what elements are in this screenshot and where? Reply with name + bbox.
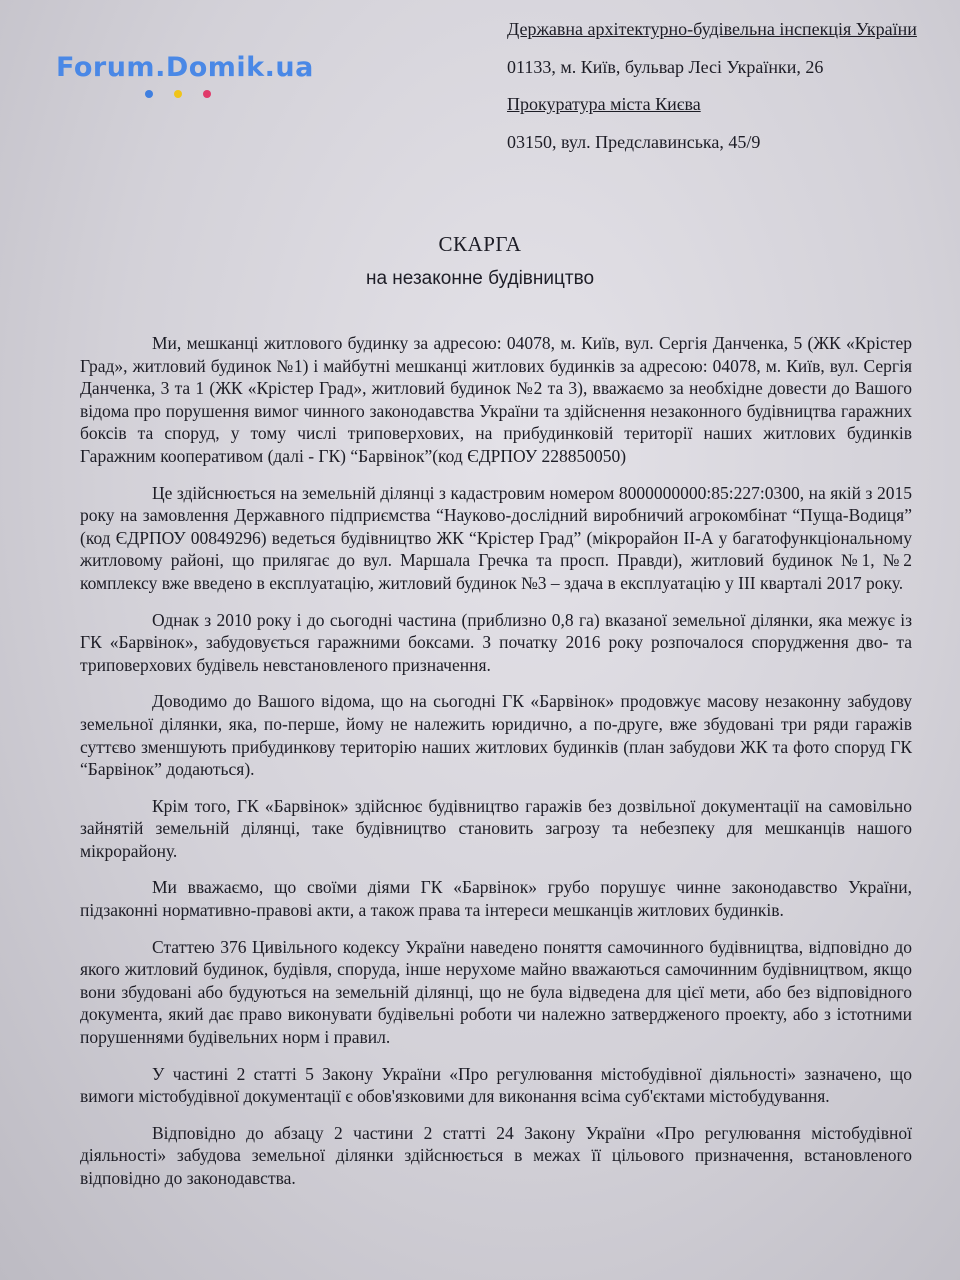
addressee-org-inspection: Державна архітектурно-будівельна інспекція України: [507, 19, 917, 39]
document-body: [80, 332, 912, 1202]
watermark-dot-blue: [145, 90, 153, 98]
watermark-dot-yellow: [174, 90, 182, 98]
paragraph-8: У частині 2 статті 5 Закону України «Про регулювання містобудівної діяльності» зазначено, що вимоги містобудівної документації є обов'язковими для виконання всіма суб'єктами містобудування.: [80, 1063, 912, 1107]
document-title: СКАРГА: [438, 232, 522, 256]
paragraph-6: Ми вважаємо, що своїми діями ГК «Барвінок» грубо порушує чинне законодавство України, підзаконні нормативно-правові акти, а також права та інтереси мешканців житлових будинків.: [80, 877, 912, 921]
addressee-address-prosecutor: 03150, вул. Предславинська, 45/9: [507, 132, 761, 152]
paragraph-9: Відповідно до абзацу 2 частини 2 статті 24 Закону України «Про регулювання містобудівної діяльності» забудова земельної ділянки здійснюється в межах її цільового призначення, встановленого відповідно до законодавства.: [80, 1122, 912, 1188]
addressee-org-prosecutor: Прокуратура міста Києва: [507, 94, 701, 114]
paragraph-2: Це здійснюється на земельній ділянці з кадастровим номером 8000000000:85:227:0300, на якій з 2015 року на замовлення Державного підприємства “Науково-дослідний виробничий агрокомбінат “Пуща-Водиця” (код ЄДРПОУ 00849296) ведеться будівництво ЖК “Крістер Град” (мікрорайон ІІ-А у багатофункціональному житловому районі, що прилягає до вул. Маршала Гречка та просп. Правди), житловий будинок №1, №2 комплексу вже введено в експлуатацію, житловий будинок №3 – здача в експлуатацію у ІІІ кварталі 2017 року.: [80, 482, 912, 593]
watermark-dots: [145, 90, 211, 98]
watermark-dot-pink: [203, 90, 211, 98]
paragraph-1: Ми, мешканці житлового будинку за адресою: 04078, м. Київ, вул. Сергія Данченка, 5 (ЖК «Крістер Град», житловий будинок №1) і майбутні мешканці житлових будинків за адресою: 04078, м. Київ, вул. Сергія Данченка, 3 та 1 (ЖК «Крістер Град», житловий будинок №2 та 3), вважаємо за необхідне довести до Вашого відома про порушення вимог чинного законодавства України та здійснення незаконного будівництва гаражних боксів та споруд, у тому числі триповерхових, на прибудинковій території наших житлових будинків Гаражним кооперативом (далі - ГК) “Барвінок”(код ЄДРПОУ 228850050): [80, 333, 912, 466]
watermark-logo: Forum.Domik.ua: [56, 52, 314, 83]
addressee-block: [507, 20, 927, 152]
paragraph-7: Статтею 376 Цивільного кодексу України наведено поняття самочинного будівництва, відповідно до якого житловий будинок, будівля, споруда, інше нерухоме майно вважаються самочинним будівництвом, якщо вони збудовані або будуються на земельній ділянці, що не була відведена для цієї мети, або без відповідного документа, який дає право виконувати будівельні роботи чи належно затвердженого проекту, або з істотними порушеннями будівельних норм і правил.: [80, 936, 912, 1048]
document-subtitle: на незаконне будівництво: [365, 268, 595, 289]
paragraph-4: Доводимо до Вашого відома, що на сьогодні ГК «Барвінок» продовжує масову незаконну забудову земельної ділянки, яка, по-перше, йому не належить юридично, а по-друге, вже збудовані три ряди гаражів суттєво зменшують прибудинкову територію наших житлових будинків (план забудови ЖК та фото споруд ГК “Барвінок” додаються).: [80, 691, 912, 780]
paragraph-3: Однак з 2010 року і до сьогодні частина (приблизно 0,8 га) вказаної земельної ділянки, яка межує із ГК «Барвінок», забудовується гаражними боксами. З початку 2016 року розпочалося спорудження дво- та триповерхових будівель невстановленого призначення.: [80, 609, 912, 675]
addressee-address-inspection: 01133, м. Київ, бульвар Лесі Українки, 26: [507, 57, 824, 77]
paragraph-5: Крім того, ГК «Барвінок» здійснює будівництво гаражів без дозвільної документації на самовільно зайнятій земельній ділянці, таке будівництво становить загрозу та небезпеку для мешканців нашого мікрорайону.: [80, 795, 912, 861]
